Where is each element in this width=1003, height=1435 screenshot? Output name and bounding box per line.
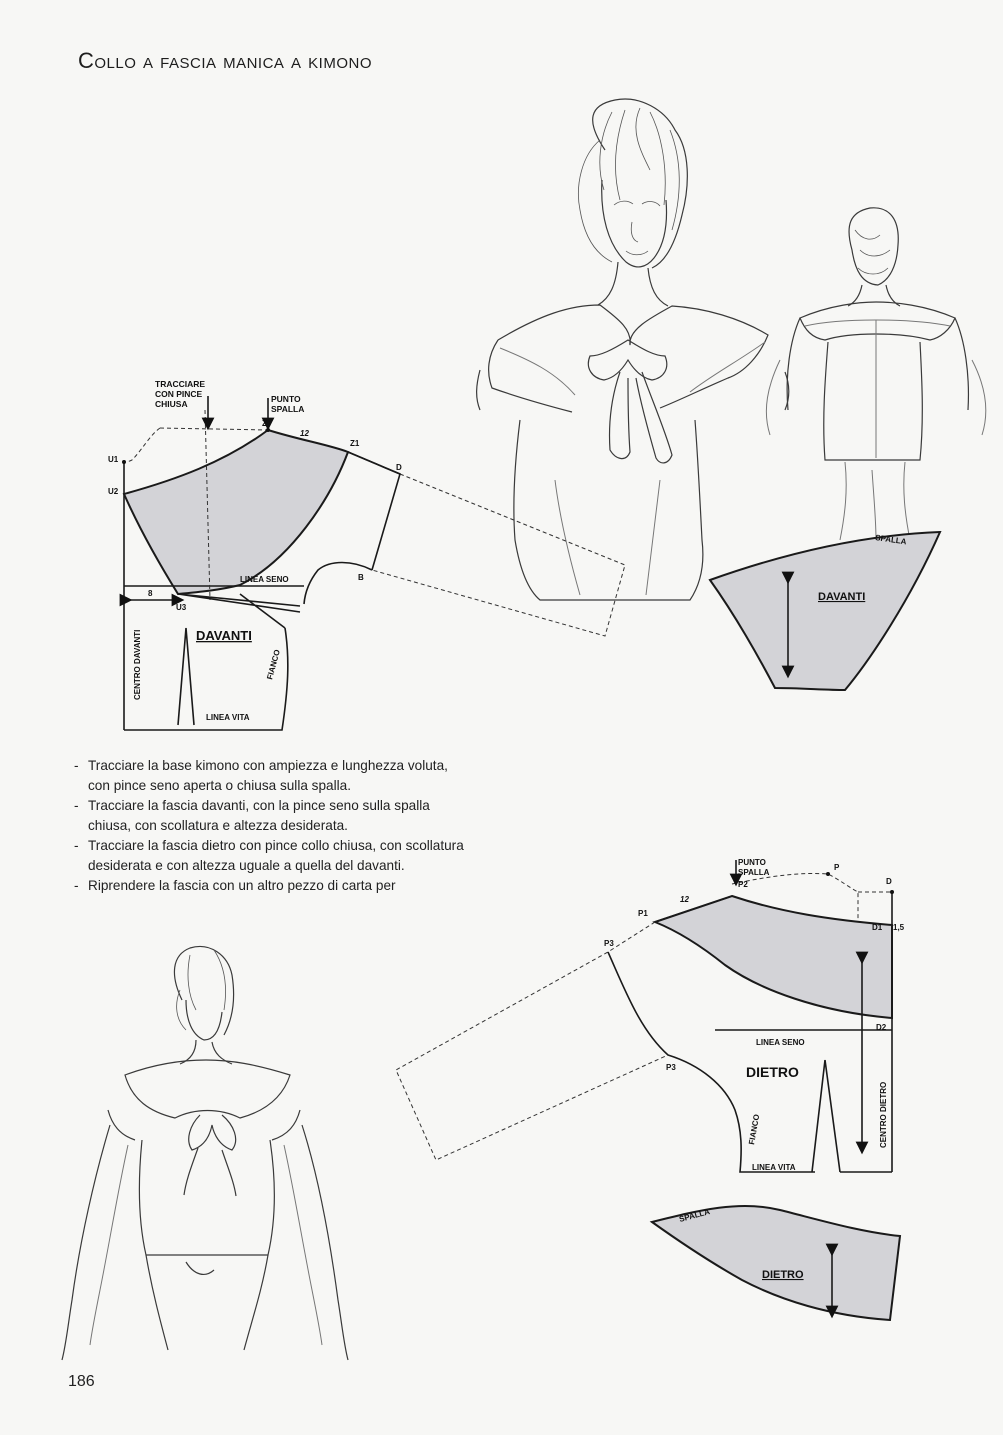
label-u2: U2 — [108, 487, 119, 496]
label-p1: P1 — [638, 909, 648, 918]
front-pattern — [108, 379, 625, 730]
label-tracciare: TRACCIARE — [155, 379, 206, 389]
front-band-spalla: SPALLA — [874, 533, 908, 547]
back-band — [652, 1206, 900, 1320]
label-chiusa: CHIUSA — [155, 399, 188, 409]
label-punto: PUNTO — [271, 394, 301, 404]
label-linea-vita: LINEA VITA — [206, 713, 250, 722]
label-fianco: FIANCO — [265, 648, 282, 681]
label-z1: Z1 — [350, 439, 360, 448]
label-p2: P2 — [738, 880, 748, 889]
label-d-back: D — [886, 877, 892, 886]
instruction-item: - Tracciare la fascia davanti, con la pince seno sulla spalla chiusa, con scollatura e altezza desiderata. — [72, 796, 472, 836]
label-d1: D1 — [872, 923, 883, 932]
label-1-5: 1,5 — [893, 923, 905, 932]
label-12-back: 12 — [680, 895, 689, 904]
label-con-pince: CON PINCE — [155, 389, 203, 399]
label-u3: U3 — [176, 603, 187, 612]
label-fianco-back: FIANCO — [747, 1113, 762, 1146]
label-z: Z — [262, 419, 267, 428]
front-band — [710, 532, 940, 690]
label-d2: D2 — [876, 1023, 887, 1032]
label-centro-davanti: CENTRO DAVANTI — [133, 629, 142, 700]
instructions-list — [72, 756, 472, 896]
label-p3-top: P3 — [604, 939, 614, 948]
back-model-sketch — [766, 208, 985, 540]
instruction-item: - Tracciare la fascia dietro con pince collo chiusa, con scollatura desiderata e con altezza uguale a quella del davanti. — [72, 836, 472, 876]
label-b: B — [358, 573, 364, 582]
label-linea-vita-back: LINEA VITA — [752, 1163, 796, 1172]
label-8: 8 — [148, 589, 153, 598]
label-linea-seno-back: LINEA SENO — [756, 1038, 805, 1047]
label-davanti: DAVANTI — [196, 628, 252, 643]
bottom-model-sketch — [62, 947, 348, 1360]
label-d: D — [396, 463, 402, 472]
label-u1: U1 — [108, 455, 119, 464]
front-model-sketch — [477, 99, 789, 600]
label-linea-seno: LINEA SENO — [240, 575, 289, 584]
page-number: 186 — [68, 1373, 95, 1390]
page-title: Collo a fascia manica a kimono — [78, 48, 373, 73]
label-spalla-back: SPALLA — [738, 868, 770, 877]
back-band-spalla: SPALLA — [678, 1207, 711, 1224]
label-spalla: SPALLA — [271, 404, 305, 414]
instruction-item: - Tracciare la base kimono con ampiezza e lunghezza voluta, con pince seno aperta o chiusa sulla spalla. — [72, 756, 472, 796]
label-punto-back: PUNTO — [738, 858, 766, 867]
label-dietro: DIETRO — [746, 1064, 799, 1080]
label-12: 12 — [300, 429, 309, 438]
back-pattern — [396, 858, 905, 1172]
label-p3-bottom: P3 — [666, 1063, 676, 1072]
back-band-name: DIETRO — [762, 1269, 804, 1281]
front-band-name: DAVANTI — [818, 591, 866, 603]
instruction-item: - Riprendere la fascia con un altro pezzo di carta per — [72, 876, 472, 896]
label-centro-dietro: CENTRO DIETRO — [879, 1081, 888, 1148]
label-p: P — [834, 863, 840, 872]
